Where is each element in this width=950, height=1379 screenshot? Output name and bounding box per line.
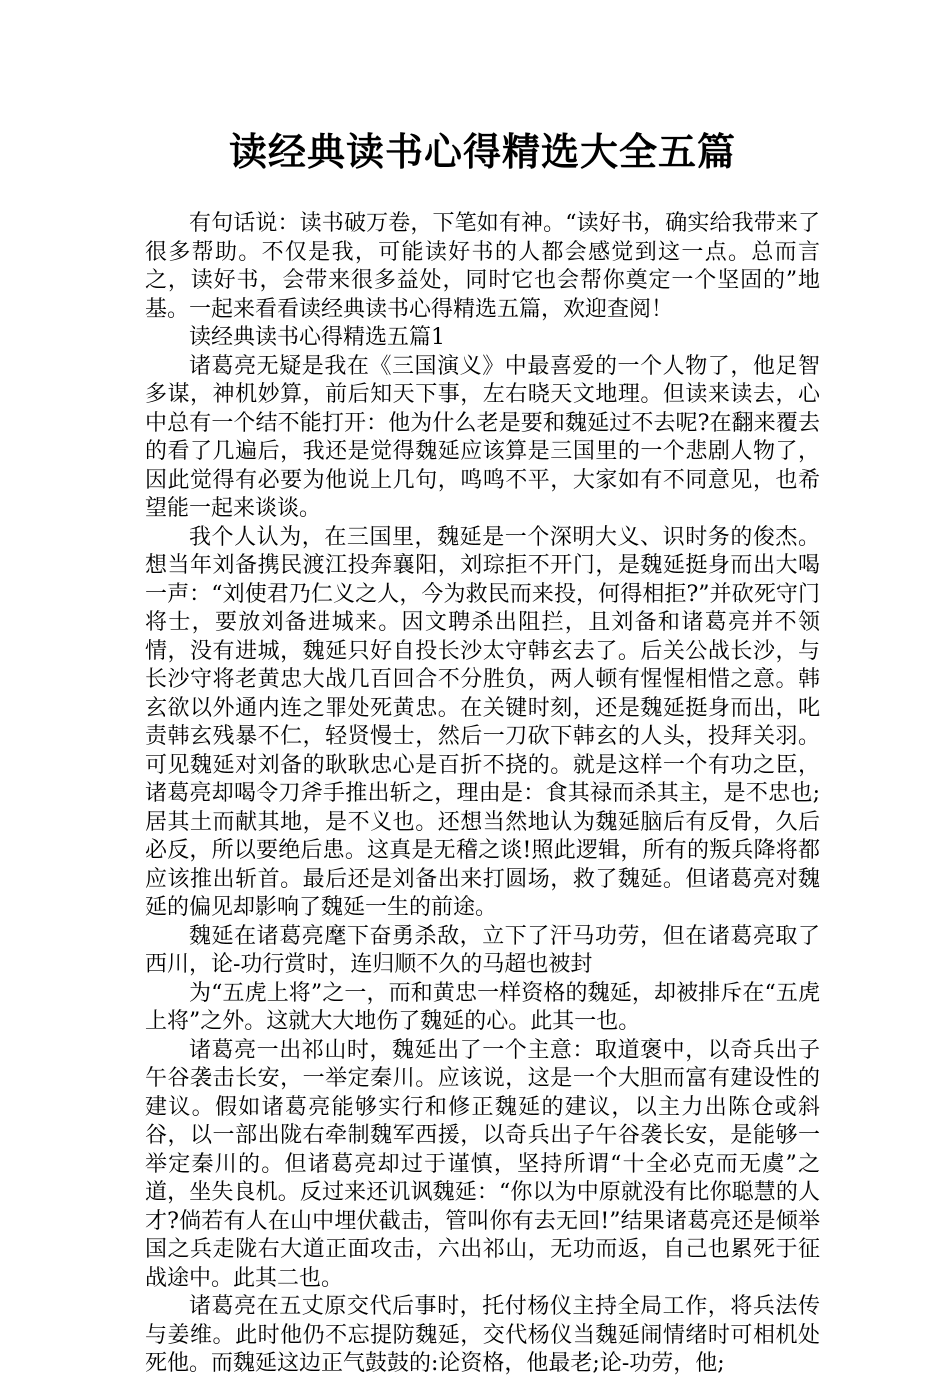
paragraph: 为“五虎上将”之一，而和黄忠一样资格的魏延，却被排斥在“五虎上将”之外。这就大大地伤了魏延的心。此其一也。 bbox=[145, 980, 820, 1034]
paragraph: 诸葛亮无疑是我在《三国演义》中最喜爱的一个人物了，他足智多谋，神机妙算，前后知天下事，左右晓天文地理。但读来读去，心中总有一个结不能打开：他为什么老是要和魏延过不去呢?在翻来覆去的看了几遍后，我还是觉得魏延应该算是三国里的一个悲剧人物了，因此觉得有必要为他说上几句，鸣鸣不平，大家如有不同意见，也希望能一起来谈谈。 bbox=[145, 353, 820, 521]
paragraph: 诸葛亮一出祁山时，魏延出了一个主意：取道褒中，以奇兵出子午谷袭击长安，一举定秦川。应该说，这是一个大胆而富有建设性的建议。假如诸葛亮能够实行和修正魏延的建议，以主力出陈仓或斜谷，以一部出陇右牵制魏军西援，以奇兵出子午谷袭长安，是能够一举定秦川的。但诸葛亮却过于谨慎，坚持所谓“十全必克而无虞”之道，坐失良机。反过来还讥讽魏延：“你以为中原就没有比你聪慧的人才?倘若有人在山中埋伏截击，管叫你有去无回!”结果诸葛亮还是倾举国之兵走陇右大道正面攻击，六出祁山，无功而返，自己也累死于征战途中。此其二也。 bbox=[145, 1037, 820, 1291]
document-title: 读经典读书心得精选大全五篇 bbox=[228, 129, 736, 174]
paragraph: 我个人认为，在三国里，魏延是一个深明大义、识时务的俊杰。想当年刘备携民渡江投奔襄阳，刘琮拒不开门，是魏延挺身而出大喝一声：“刘使君乃仁义之人，今为救民而来投，何得相拒?”并砍死守门将士，要放刘备进城来。因文聘杀出阻拦，且刘备和诸葛亮并不领情，没有进城，魏延只好自投长沙太守韩玄去了。后关公战长沙，与长沙守将老黄忠大战几百回合不分胜负，两人顿有惺惺相惜之意。韩玄欲以外通内连之罪处死黄忠。在关键时刻，还是魏延挺身而出，叱责韩玄残暴不仁，轻贤慢士，然后一刀砍下韩玄的人头，投拜关羽。可见魏延对刘备的耿耿忠心是百折不挠的。就是这样一个有功之臣，诸葛亮却喝令刀斧手推出斩之，理由是：食其禄而杀其主，是不忠也;居其土而献其地，是不义也。还想当然地认为魏延脑后有反骨，久后必反，所以要绝后患。这真是无稽之谈!照此逻辑，所有的叛兵降将都应该推出斩首。最后还是刘备出来打圆场，救了魏延。但诸葛亮对魏延的偏见却影响了魏延一生的前途。 bbox=[145, 524, 820, 920]
paragraph: 诸葛亮在五丈原交代后事时，托付杨仪主持全局工作，将兵法传与姜维。此时他仍不忘提防魏延，交代杨仪当魏延闹情绪时可相机处死他。而魏延这边正气鼓鼓的:论资格，他最老;论-功劳，他; bbox=[145, 1294, 820, 1376]
paragraph-intro: 有句话说：读书破万卷，下笔如有神。“读好书，确实给我带来了很多帮助。不仅是我，可能读好书的人都会感觉到这一点。总而言之，读好书，会带来很多益处，同时它也会帮你奠定一个坚固的”地基。一起来看看读经典读书心得精选五篇，欢迎查阅！ bbox=[145, 211, 820, 322]
section-heading: 读经典读书心得精选五篇1 bbox=[189, 325, 445, 350]
document-page bbox=[145, 120, 820, 1379]
paragraph: 魏延在诸葛亮麾下奋勇杀敌，立下了汗马功劳，但在诸葛亮取了西川，论-功行赏时，连归顺不久的马超也被封 bbox=[145, 923, 820, 977]
document-body bbox=[145, 210, 820, 1379]
